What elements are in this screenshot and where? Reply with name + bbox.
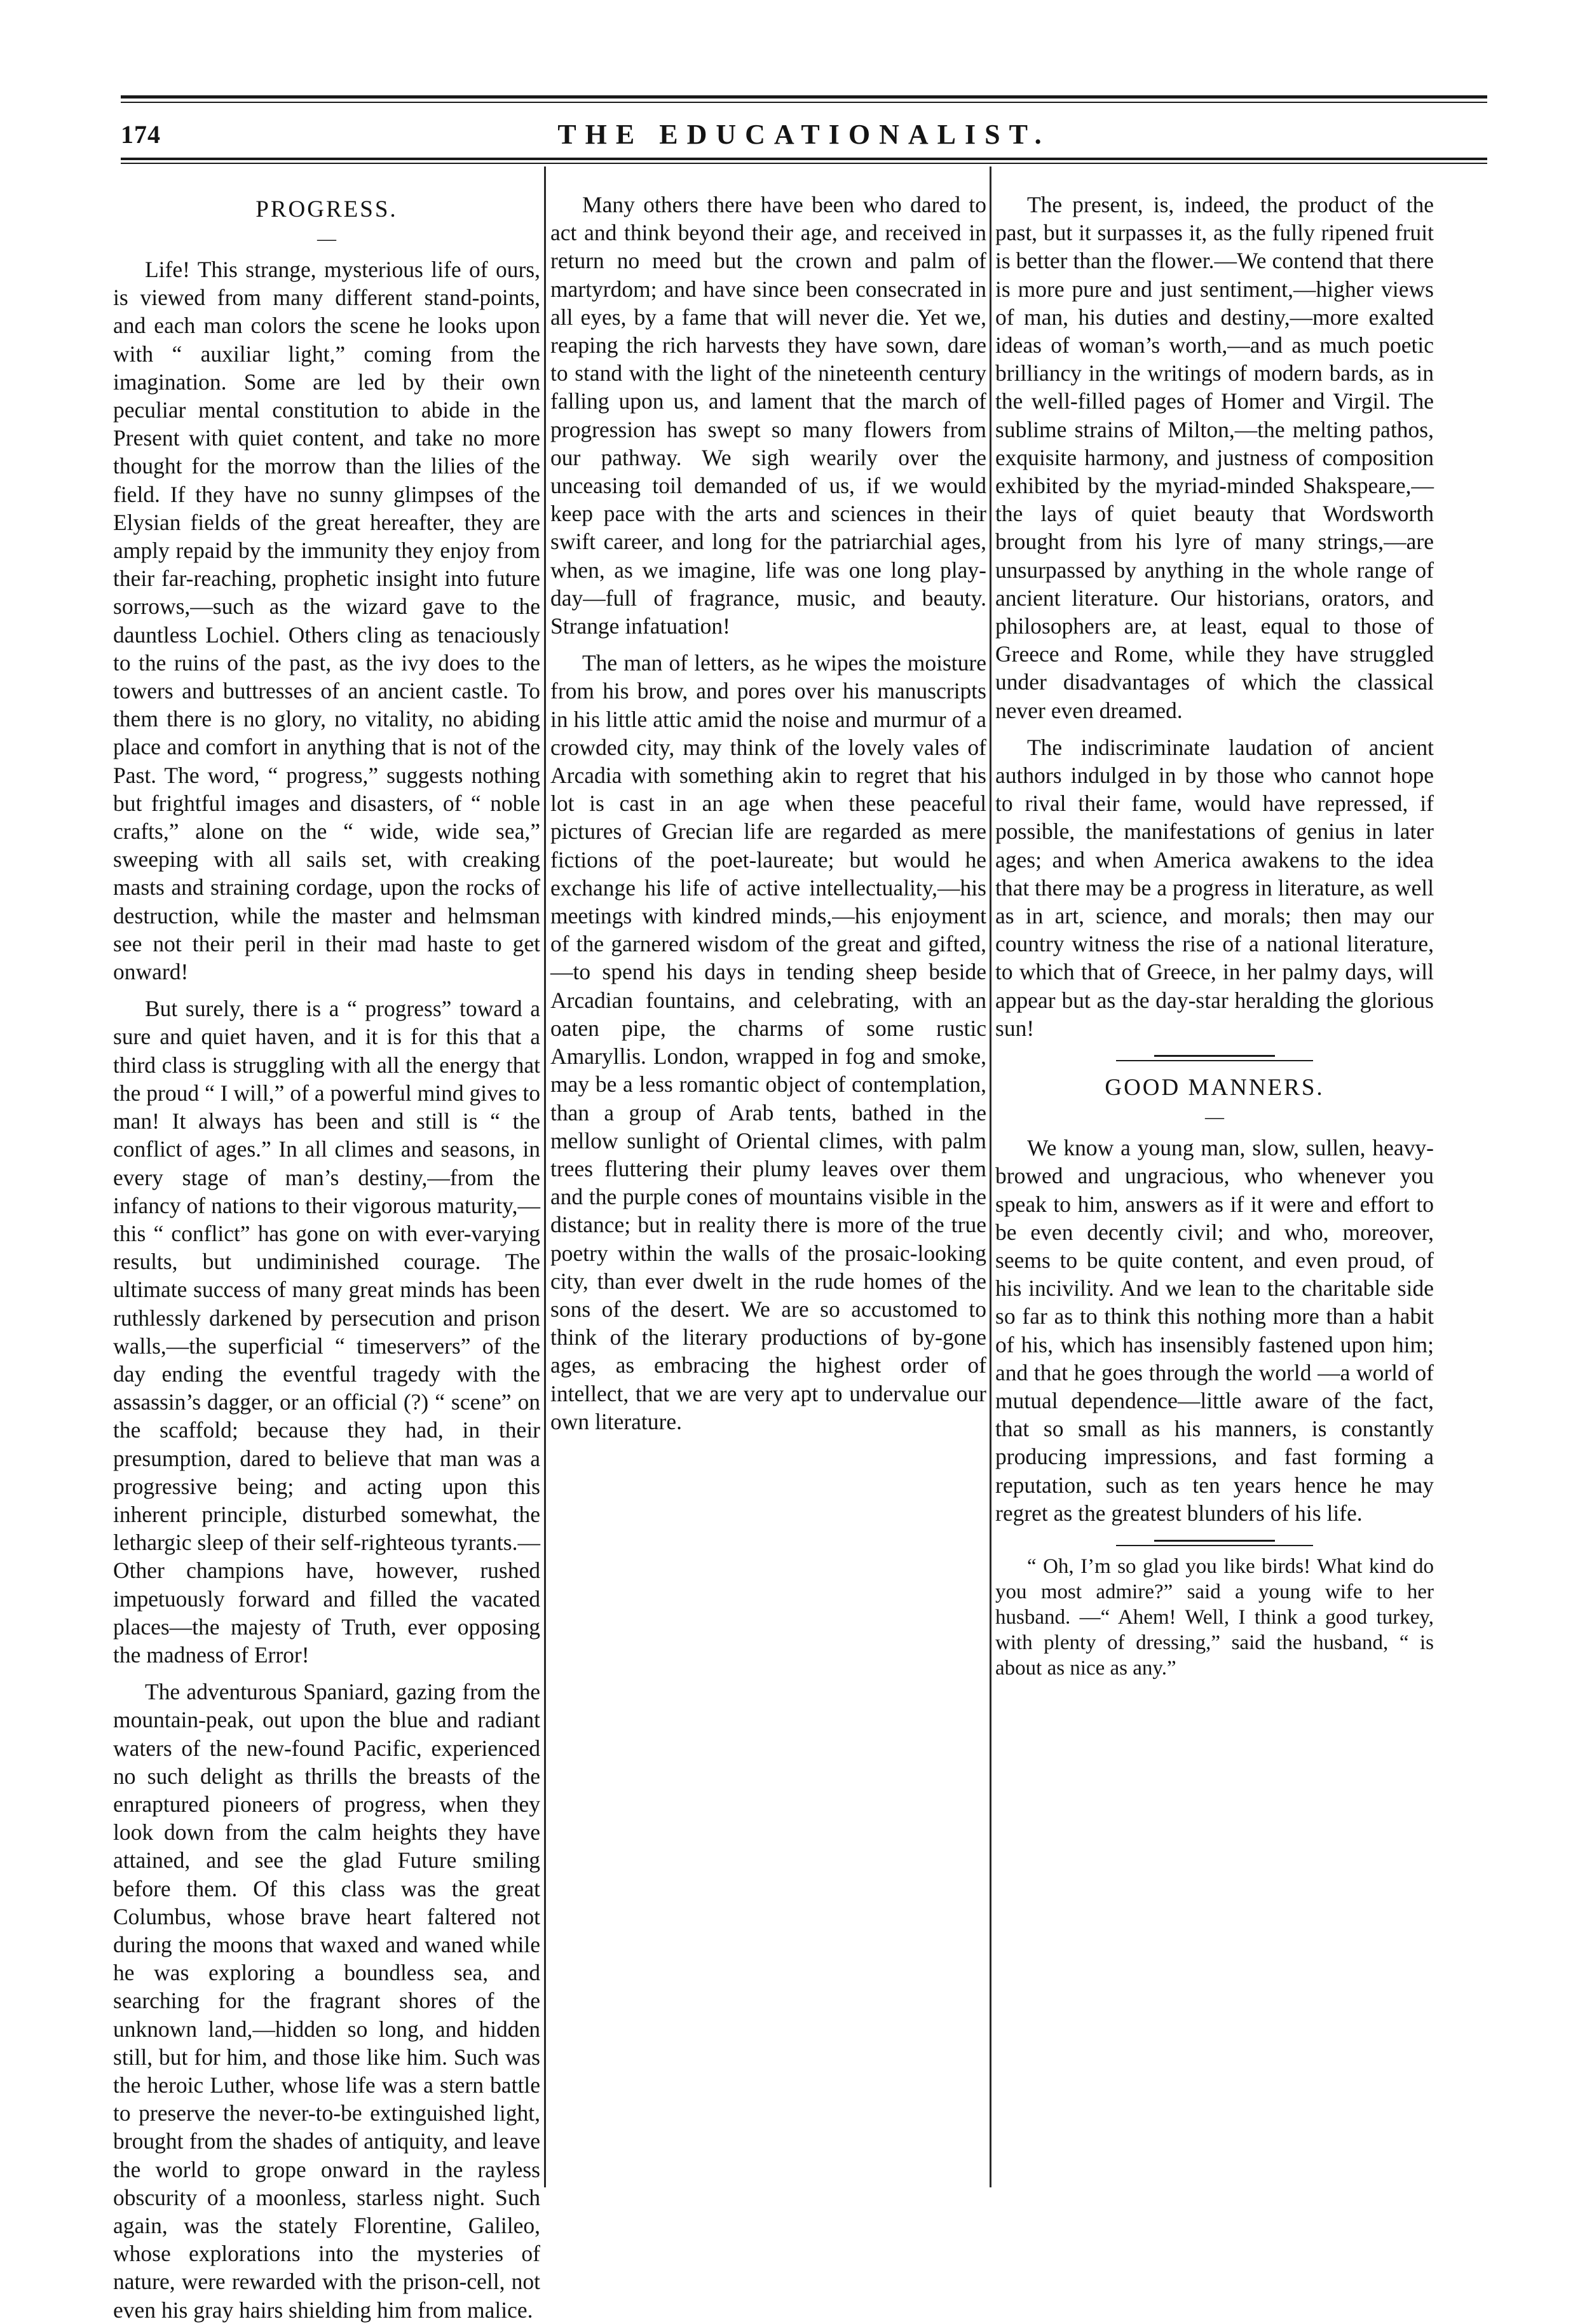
paragraph: The present, is, indeed, the product of the past, but it surpasses it, as the fully ripened fruit is better than the flower.—We contend that there is more pure and just sentiment,—higher views of man, his duties and destiny,—more exalted ideas of woman’s worth,—and as much poetic brilliancy in the writings of modern bards, as in the well-filled pages of Homer and Virgil. The sublime strains of Milton,—the melting pathos, exquisite harmony, and justness of composition exhibited by the myriad-minded Shakspeare,—the lays of quiet beauty that Wordsworth brought from his lyre of many strings,—are unsurpassed by anything in the whole range of ancient literature. Our historians, orators, and philosophers are, at least, equal to those of Greece and Rome, while they have struggled under disadvantages of which the classical never even dreamed.	[995, 192, 1434, 723]
header-rule-thin	[121, 163, 1487, 164]
paragraph: The indiscriminate laudation of ancient authors indulged in by those who cannot hope to rival their fame, would have repressed, if possible, the manifestations of genius in later ages; and when America awakens to the idea that there may be a progress in literature, as well as in art, science, and morals; then may our country witness the rise of a national literature, to which that of Greece, in her palmy days, will appear but as the day-star heralding the glorious sun!	[995, 734, 1434, 1041]
page-header	[121, 113, 1487, 158]
article-title-good-manners: GOOD MANNERS.	[1105, 1075, 1325, 1101]
top-rule-thick	[121, 95, 1487, 99]
column-2	[550, 191, 986, 2180]
paragraph: Life! This strange, mysterious life of ours, is viewed from many different stand-points, and each man colors the scene he looks upon with “ auxiliar light,” coming from the imagination. Some are led by their own peculiar mental constitution to abide in the Present with quiet content, and take no more thought for the morrow than the lilies of the field. If they have no sunny glimpses of the Elysian fields of the great hereafter, they are amply repaid by the immunity they enjoy from their far-reaching, prophetic insight into future sorrows,—such as the wizard gave to the dauntless Lochiel. Others cling as tenaciously to the ruins of the past, as the ivy does to the towers and buttresses of an ancient castle. To them there is no glory, no vitality, no abiding place and comfort in anything that is not of the Past. The word, “ progress,” suggests nothing but frightful images and disasters, of “ noble crafts,” alone on the “ wide, wide sea,” sweeping with all sails set, with creaking masts and straining cordage, upon the rocks of destruction, while the master and helmsman see not their peril in their mad haste to get onward!	[113, 257, 540, 985]
header-rule-thick	[121, 158, 1487, 160]
column-divider-2	[990, 166, 991, 2187]
anecdote-paragraph: “ Oh, I’m so glad you like birds! What kind do you most admire?” said a young wife to her husband. —“ Ahem! Well, I think a good turkey, with plenty of dressing,” said the husband, “ is about as nice as any.”	[995, 1554, 1434, 1680]
divider-line	[1116, 1545, 1313, 1546]
paragraph: The adventurous Spaniard, gazing from the mountain-peak, out upon the blue and radiant waters of the new-found Pacific, experienced no such delight as thrills the breasts of the enraptured pioneers of progress, when they look down from the calm heights they have attained, and see the glad Future smiling before them. Of this class was the great Columbus, whose brave heart faltered not during the moons that waxed and waned while he was exploring a boundless sea, and searching for the fragrant shores of the unknown land,—hidden so long, and hidden still, but for him, and those like him. Such was the heroic Luther, whose life was a stern battle to preserve the never-to-be extinguished light, brought from the shades of antiquity, and leave the world to grope onward in the rayless obscurity of a moonless, starless night. Such again, was the stately Florentine, Galileo, whose explorations into the mysteries of nature, were rewarded with the prison-cell, not even his gray hairs shielding him from malice.	[113, 1679, 540, 2323]
page-number: 174	[121, 120, 161, 149]
title-dash: —	[317, 228, 336, 249]
divider-line	[1154, 1540, 1275, 1542]
section-divider	[995, 1532, 1434, 1554]
section-divider	[995, 1047, 1434, 1069]
column-3	[995, 191, 1434, 2180]
paragraph: The man of letters, as he wipes the moisture from his brow, and pores over his manuscripts in his little attic amid the noise and murmur of a crowded city, may think of the lovely vales of Arcadia with something akin to regret that his lot is cast in an age when these peaceful pictures of Grecian life are regarded as mere fictions of the poet-laureate; but would he exchange his life of active intellectuality,—his meetings with kindred minds,—his enjoyment of the garnered wisdom of the great and gifted,—to spend his days in tending sheep beside Arcadian fountains, and celebrating, with an oaten pipe, the charms of some rustic Amaryllis. London, wrapped in fog and smoke, may be a less romantic object of contemplation, than a group of Arab tents, bathed in the mellow sunlight of Oriental climes, with palm trees fluttering their plumy leaves over them and the purple cones of mountains visible in the distance; but in reality there is more of the true poetry within the walls of the prosaic-looking city, than ever dwelt in the rude homes of the sons of the desert. We are so accustomed to think of the literary productions of by-gone ages, as embracing the highest order of intellect, that we are very apt to undervalue our own literature.	[550, 650, 986, 1434]
journal-title: THE EDUCATIONALIST.	[557, 119, 1051, 150]
paragraph: Many others there have been who dared to act and think beyond their age, and received in return no meed but the crown and palm of martyrdom; and have since been consecrated in all eyes, by a fame that will never die. Yet we, reaping the rich harvests they have sown, dare to stand with the light of the nineteenth century falling upon us, and lament that the march of progression has swept so many flowers from our pathway. We sigh wearily over the unceasing toil demanded of us, if we would keep pace with the arts and sciences in their swift career, and long for the patriarchial ages, when, as we imagine, life was one long play-day—full of fragrance, music, and beauty. Strange infatuation!	[550, 192, 986, 639]
title-dash: —	[1205, 1106, 1224, 1128]
divider-line	[1116, 1060, 1313, 1061]
article-title-progress: PROGRESS.	[255, 196, 398, 222]
paragraph: But surely, there is a “ progress” toward a sure and quiet haven, and it is for this that a third class is struggling with all the energy that the proud “ I will,” of a powerful mind gives to man! It always has been and still is “ the conflict of ages.” In all climes and seasons, in every stage of man’s destiny,—from the infancy of nations to their vigorous maturity,—this “ conflict” has gone on with ever-varying results, but undiminished courage. The ultimate success of many great minds has been ruthlessly darkened by persecution and prison walls,—the superficial “ timeservers” of the day ending the eventful tragedy with the assassin’s dagger, or an official (?) “ scene” on the scaffold; because they had, in their presumption, dared to believe that man was a progressive being; and acting upon this inherent principle, disturbed somewhat, the lethargic sleep of their self-righteous tyrants.—Other champions have, however, rushed impetuously forward and filled the vacated places—the majesty of Truth, ever opposing the madness of Error!	[113, 996, 540, 1668]
column-divider-1	[544, 166, 546, 2187]
divider-line	[1154, 1055, 1275, 1057]
paragraph: We know a young man, slow, sullen, heavy-browed and ungracious, who whenever you speak to him, answers as if it were and effort to be even decently civil; and who, moreover, seems to be quite content, and even proud, of his incivility. And we lean to the charitable side so far as to think this nothing more than a habit of his, which has insensibly fastened upon him; and that he goes through the world —a world of mutual dependence—little aware of the fact, that so small as his manners, is constantly producing impressions, and fast forming a reputation, such as ten years hence he may regret as the greatest blunders of his life.	[995, 1135, 1434, 1526]
column-1	[113, 191, 540, 2323]
top-rule-thin	[121, 102, 1487, 103]
